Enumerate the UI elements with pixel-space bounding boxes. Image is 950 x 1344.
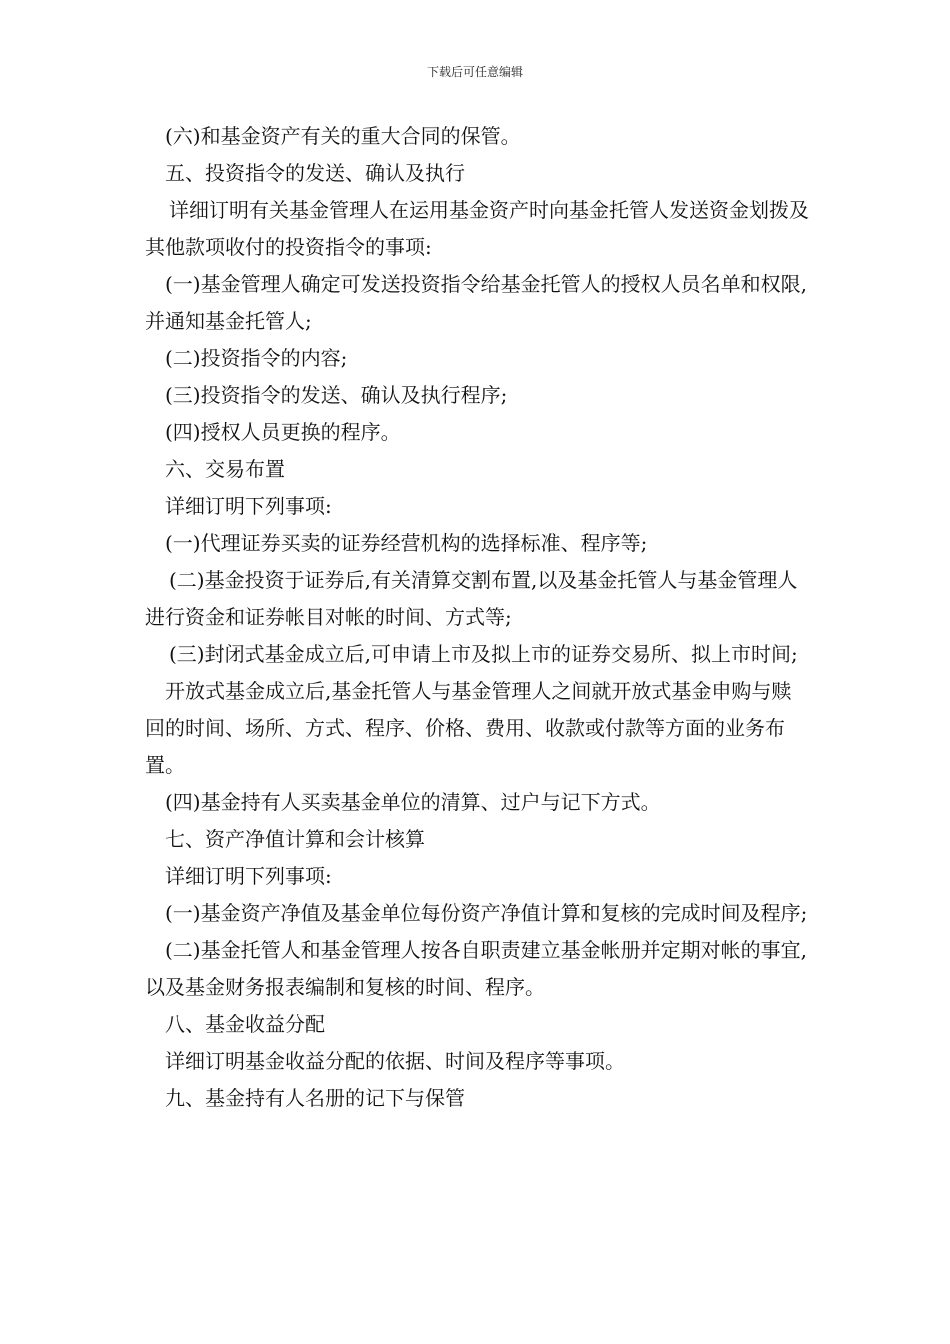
paragraph: (一)基金资产净值及基金单位每份资产净值计算和复核的完成时间及程序;: [165, 901, 808, 925]
paragraph: 详细订明基金收益分配的依据、时间及程序等事项。: [165, 1049, 625, 1073]
section-heading: 六、交易布置: [165, 457, 285, 481]
section-heading: 九、基金持有人名册的记下与保管: [165, 1086, 465, 1110]
paragraph: (三)投资指令的发送、确认及执行程序;: [165, 383, 508, 407]
section-heading: 五、投资指令的发送、确认及执行: [165, 161, 465, 185]
paragraph: (二)投资指令的内容;: [165, 346, 348, 370]
paragraph: (一)基金管理人确定可发送投资指令给基金托管人的授权人员名单和权限,并通知基金托管人;: [145, 272, 807, 333]
paragraph: 开放式基金成立后,基金托管人与基金管理人之间就开放式基金申购与赎回的时间、场所、方式、程序、价格、费用、收款或付款等方面的业务布置。: [145, 679, 792, 777]
paragraph: (四)授权人员更换的程序。: [165, 420, 401, 444]
section-heading: 八、基金收益分配: [165, 1012, 325, 1036]
section-heading: 七、资产净值计算和会计核算: [165, 827, 425, 851]
paragraph: 详细订明下列事项:: [165, 864, 332, 888]
paragraph: 详细订明有关基金管理人在运用基金资产时向基金托管人发送资金划拨及其他款项收付的投资指令的事项:: [145, 198, 809, 259]
document-body: [145, 118, 810, 1117]
paragraph: (二)基金投资于证券后,有关清算交割布置,以及基金托管人与基金管理人进行资金和证券帐目对帐的时间、方式等;: [145, 568, 798, 629]
paragraph: (六)和基金资产有关的重大合同的保管。: [165, 124, 521, 148]
paragraph: 详细订明下列事项:: [165, 494, 332, 518]
paragraph: (三)封闭式基金成立后,可申请上市及拟上市的证券交易所、拟上市时间;: [169, 642, 798, 666]
paragraph: (一)代理证券买卖的证券经营机构的选择标准、程序等;: [165, 531, 648, 555]
paragraph: (四)基金持有人买卖基金单位的清算、过户与记下方式。: [165, 790, 661, 814]
header-note: 下载后可任意编辑: [426, 65, 523, 79]
paragraph: (二)基金托管人和基金管理人按各自职责建立基金帐册并定期对帐的事宜,以及基金财务报表编制和复核的时间、程序。: [145, 938, 807, 999]
